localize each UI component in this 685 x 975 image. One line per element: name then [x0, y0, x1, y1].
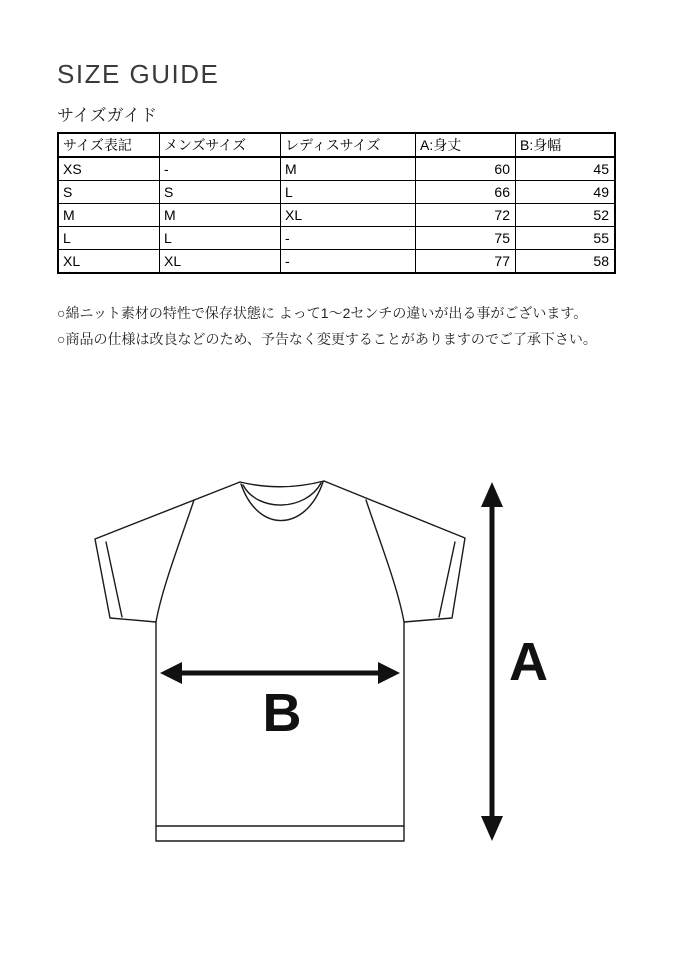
cell-size: L [58, 227, 160, 250]
cell-ladies: XL [281, 204, 416, 227]
body-length-label: A [509, 632, 548, 692]
note-material: ○綿ニット素材の特性で保存状態に よって1〜2センチの違いが出る事がございます。 [57, 305, 588, 321]
notes [57, 300, 597, 352]
collar-top-edge [240, 481, 324, 487]
cell-mens: L [160, 227, 281, 250]
arrow-heads [160, 482, 503, 841]
cell-length: 60 [416, 157, 516, 181]
width-arrowhead-right [378, 662, 400, 684]
note-specification: ○商品の仕様は改良などのため、予告なく変更することがありますのでご了承下さい。 [57, 331, 597, 347]
table-row-xs [58, 157, 615, 181]
tshirt-outline [95, 481, 465, 841]
col-header-ladies-size: レディスサイズ [281, 133, 416, 157]
col-header-body-width: B:身幅 [516, 133, 616, 157]
col-header-mens-size: メンズサイズ [160, 133, 281, 157]
page-title: SIZE GUIDE [57, 59, 220, 89]
cell-mens: M [160, 204, 281, 227]
table-row-s [58, 181, 615, 204]
left-sleeve-outline [95, 482, 240, 622]
cell-width: 49 [516, 181, 616, 204]
size-table [57, 132, 616, 274]
right-sleeve-outline [324, 481, 465, 622]
table-row-xl [58, 250, 615, 274]
cell-size: S [58, 181, 160, 204]
page-subtitle: サイズガイド [57, 106, 158, 125]
cell-size: XL [58, 250, 160, 274]
cell-ladies: L [281, 181, 416, 204]
cell-width: 58 [516, 250, 616, 274]
cell-ladies: - [281, 227, 416, 250]
cell-mens: XL [160, 250, 281, 274]
tshirt-measurement-diagram [60, 450, 660, 900]
width-arrowhead-left [160, 662, 182, 684]
size-table-header [58, 133, 615, 157]
left-cuff-seam [106, 542, 122, 617]
cell-ladies: - [281, 250, 416, 274]
right-cuff-seam [439, 542, 455, 617]
height-arrowhead-bottom [481, 816, 503, 841]
cell-width: 52 [516, 204, 616, 227]
height-arrowhead-top [481, 482, 503, 507]
size-table-body [58, 157, 615, 273]
cell-length: 66 [416, 181, 516, 204]
header-row [58, 133, 615, 157]
cell-mens: - [160, 157, 281, 181]
cell-width: 45 [516, 157, 616, 181]
cell-width: 55 [516, 227, 616, 250]
cell-length: 75 [416, 227, 516, 250]
arrow-lines [176, 500, 492, 823]
cell-mens: S [160, 181, 281, 204]
col-header-body-length: A:身丈 [416, 133, 516, 157]
table-row-m [58, 204, 615, 227]
cell-length: 72 [416, 204, 516, 227]
table-row-l [58, 227, 615, 250]
cell-size: M [58, 204, 160, 227]
body-width-label: B [262, 683, 302, 743]
cell-size: XS [58, 157, 160, 181]
cell-length: 77 [416, 250, 516, 274]
col-header-size-notation: サイズ表記 [58, 133, 160, 157]
collar-outer-edge [241, 482, 323, 521]
cell-ladies: M [281, 157, 416, 181]
